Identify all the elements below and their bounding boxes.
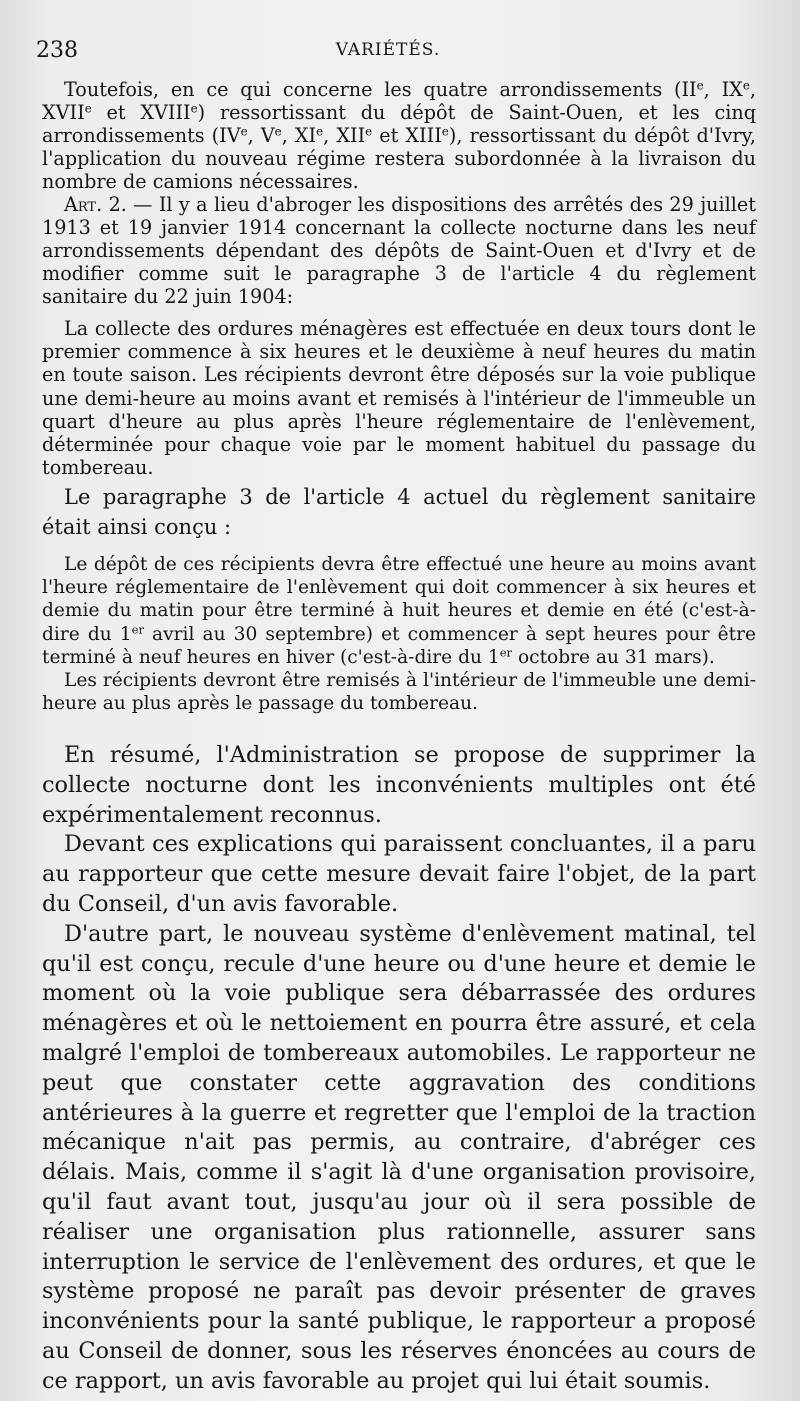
paragraph-arrondissements: Toutefois, en ce qui concerne les quatre arrondissements (IIe, IXe, XVIIe et XVIIIe) ressortissant du dépôt de Saint-Ouen, et les cinq arrondissements (IVe, Ve, XIe, XIIe et XIIIe), ressortissant du dépôt d'Ivry, l'application du nouveau régime restera subordonnée à la livraison du nombre de camions nécessaires. <box>42 78 756 193</box>
paragraph-autre-part: D'autre part, le nouveau système d'enlèvement matinal, tel qu'il est conçu, recule d'une heure ou d'une heure et demie le moment où la voie publique sera débarrassée des ordures ménagères et où le nettoiement en pourra être assuré, et cela malgré l'emploi de tombereaux automobiles. Le rapporteur ne peut que constater cette aggravation des conditions antérieures à la guerre et regretter que l'emploi de la traction mécanique n'ait pas permis, au contraire, d'abréger ces délais. Mais, comme il s'agit là d'une organisation provisoire, qu'il faut avant tout, jusqu'au jour où il sera possible de réaliser une organisation plus rationnelle, assurer sans interruption le service de l'enlèvement des ordures, et que le système proposé ne paraît pas devoir présenter de graves inconvénients pour la santé publique, le rapporteur a proposé au Conseil de donner, sous les réserves énoncées au cours de ce rapport, un avis favorable au projet qui lui était soumis. <box>42 920 756 1394</box>
decree-article-1-continuation <box>42 78 756 308</box>
running-title: VARIÉTÉS. <box>335 40 441 60</box>
paragraph-intro: Le paragraphe 3 de l'article 4 actuel du règlement sanitaire était ainsi conçu : <box>42 485 756 539</box>
paragraph-collecte: La collecte des ordures ménagères est effectuée en deux tours dont le premier commence à six heures et le deuxième à neuf heures du matin en toute saison. Les récipients devront être déposés sur la voie publique une demi-heure au moins avant et remisés à l'intérieur de l'immeuble un quart d'heure au plus après l'heure réglementaire de l'enlèvement, déterminée pour chaque voie par le moment habituel du passage du tombereau. <box>42 317 756 480</box>
paragraph-resume: En résumé, l'Administration se propose de supprimer la collecte nocturne dont les inconvénients multiples ont été expérimentalement reconnus. <box>42 742 756 828</box>
paragraph-article-2: Art. 2. — Il y a lieu d'abroger les dispositions des arrêtés des 29 juillet 1913 et 19 janvier 1914 concernant la collecte nocturne dans les neuf arrondissements dépendant des dépôts de Saint-Ouen et d'Ivry et de modifier comme suit le paragraphe 3 de l'article 4 du règlement sanitaire du 22 juin 1904: <box>42 193 757 308</box>
former-regulation-text <box>42 553 756 715</box>
article-label: Art. 2. <box>64 193 127 216</box>
former-regulation-intro <box>42 482 756 542</box>
report-conclusion <box>42 741 756 1397</box>
paragraph-remise: Les récipients devront être remisés à l'intérieur de l'immeuble une demi-heure au plus après le passage du tombereau. <box>42 670 756 715</box>
page-number: 238 <box>36 38 78 63</box>
new-regulation-text <box>42 317 756 479</box>
page-header <box>36 38 740 68</box>
paragraph-depot: Le dépôt de ces récipients devra être effectué une heure au moins avant l'heure réglementaire de l'enlèvement qui doit commencer à six heures et demie du matin pour être terminé à huit heures et demie en été (c'est-à-dire du 1er avril au 30 septembre) et commencer à sept heures pour être terminé à neuf heures en hiver (c'est-à-dire du 1er octobre au 31 mars). <box>42 554 756 668</box>
paragraph-avis: Devant ces explications qui paraissent concluantes, il a paru au rapporteur que cette mesure devait faire l'objet, de la part du Conseil, d'un avis favorable. <box>42 831 756 917</box>
